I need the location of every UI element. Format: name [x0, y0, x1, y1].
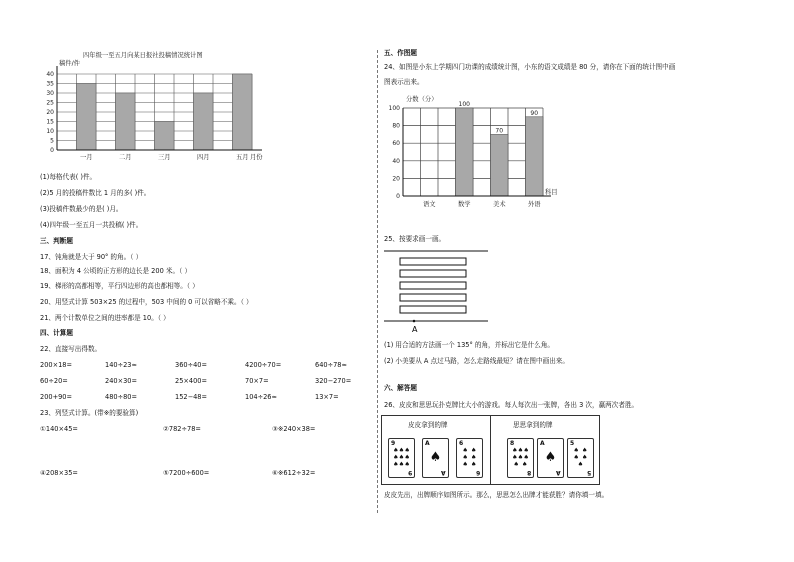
spade-icon: ♠: [429, 450, 442, 465]
card-rank-label: 5: [586, 469, 591, 476]
spade-icon: ♠: [582, 453, 588, 461]
vertical-calc-item: ④208×35=: [40, 469, 78, 477]
section-heading-solve: 六、解答题: [384, 384, 417, 392]
card-rank-label: 6: [475, 469, 480, 476]
chart-title: 四年级一至五月向某日报社投稿情况统计图: [83, 52, 203, 59]
oral-calc-item: 60÷20=: [40, 377, 68, 385]
point-a-dot: [413, 320, 416, 323]
y-tick-label: 100: [388, 105, 400, 112]
question-25-prompt: 25、按要求画一画。: [384, 235, 446, 243]
card-rank-label: A: [425, 440, 430, 447]
oral-calc-item: 4200÷70=: [245, 361, 282, 369]
spade-icon: ♠: [462, 446, 468, 454]
fill-question-2: (2)5 月的投稿件数比 1 月的多( )件。: [40, 189, 151, 197]
spade-icon: ♠: [404, 453, 410, 461]
spade-icon: ♠: [404, 446, 410, 454]
y-axis-label: 稿件/件: [59, 60, 81, 67]
section-heading-drawing: 五、作图题: [384, 49, 417, 57]
bar-value-label: 100: [458, 101, 470, 108]
playing-card-spade-ace: [422, 438, 449, 478]
spade-icon: ♠: [393, 453, 399, 461]
card-rank-label: A: [540, 440, 545, 447]
spade-icon: ♠: [582, 446, 588, 454]
road-drawing-area: [384, 248, 494, 338]
vertical-calc-item: ③※240×38=: [272, 425, 316, 433]
fill-question-4: (4)四年级一至五月一共投稿( )件。: [40, 221, 143, 229]
card-rank-label: 6: [459, 440, 464, 447]
spade-icon: ♠: [462, 461, 468, 469]
spade-icon: ♠: [517, 453, 524, 461]
playing-card-spade-ace: [537, 438, 564, 478]
question-24-line-2: 图表示出来。: [384, 78, 424, 86]
spade-icon: ♠: [512, 446, 518, 454]
crosswalk-stripe: [400, 294, 466, 301]
vertical-calc-item: ②782÷78=: [163, 425, 201, 433]
y-tick-label: 15: [46, 118, 54, 126]
spade-icon: ♠: [512, 453, 518, 461]
spade-icon: ♠: [404, 461, 410, 469]
oral-calc-item: 200×18=: [40, 361, 73, 369]
spade-icon: ♠: [398, 461, 405, 469]
bar: [116, 93, 136, 150]
bar: [194, 93, 214, 150]
sisi-panel-title: 思思拿到的牌: [513, 421, 553, 429]
fill-question-3: (3)投稿件数最少的是( )月。: [40, 205, 123, 213]
x-tick-label: 语文: [422, 201, 436, 208]
bar-chart-subject-scores: [378, 90, 578, 215]
oral-calc-item: 240×30=: [105, 377, 138, 385]
x-tick-label: 美术: [492, 201, 506, 208]
playing-card-spade-9: [388, 438, 415, 478]
x-tick-label: 一月: [79, 154, 93, 161]
y-tick-label: 20: [46, 109, 54, 116]
judge-question-18: 18、面积为 4 公顷的正方形的边长是 200 米。（ ）: [40, 267, 192, 275]
oral-calc-item: 13×7=: [315, 393, 339, 401]
spade-icon: ♠: [523, 453, 529, 461]
judge-question-19: 19、梯形的高都相等，平行四边形的高也都相等。（ ）: [40, 282, 199, 290]
bar: [233, 74, 253, 150]
x-tick-label: 三月: [157, 154, 171, 161]
oral-calc-item: 104÷26≈: [245, 393, 278, 401]
x-tick-label: 四月: [196, 154, 210, 161]
y-tick-label: 35: [46, 80, 54, 88]
bar: [155, 122, 175, 151]
vertical-calc-item: ①140×45=: [40, 425, 78, 433]
playing-card-spade-8: [507, 438, 534, 478]
spade-icon: ♠: [522, 461, 528, 469]
question-22-prompt: 22、直接写出得数。: [40, 345, 102, 353]
oral-calc-item: 360÷40=: [175, 361, 208, 369]
bar: [491, 134, 509, 196]
spade-icon: ♠: [544, 450, 557, 465]
spade-icon: ♠: [523, 446, 529, 454]
oral-calc-item: 140÷23≈: [105, 361, 138, 369]
x-tick-label: 数学: [457, 201, 471, 208]
spade-icon: ♠: [513, 461, 519, 469]
x-tick-label: 二月: [118, 154, 132, 161]
spade-icon: ♠: [471, 446, 477, 454]
x-tick-label: 外语: [527, 201, 541, 208]
question-25-sub-2: (2) 小美要从 A 点过马路，怎么走路线最短？请在图中画出来。: [384, 357, 569, 365]
x-axis-label: 科目: [545, 189, 558, 196]
section-heading-calculation: 四、计算题: [40, 329, 73, 337]
spade-icon: ♠: [517, 446, 524, 454]
card-rank-label: A: [556, 469, 561, 476]
oral-calc-item: 70×7=: [245, 377, 269, 385]
y-tick-label: 80: [392, 122, 400, 130]
card-rank-label: A: [441, 469, 446, 476]
y-tick-label: 5: [50, 137, 54, 145]
bar: [77, 84, 97, 151]
spade-icon: ♠: [471, 461, 477, 469]
spade-icon: ♠: [471, 453, 477, 461]
x-tick-label: 五月: [235, 154, 249, 161]
vertical-calc-item: ⑤7200÷600=: [163, 469, 210, 477]
oral-calc-item: 640÷78≈: [315, 361, 348, 369]
crosswalk-stripe: [400, 258, 466, 265]
playing-card-spade-6: [456, 438, 483, 478]
y-tick-label: 25: [46, 99, 54, 107]
oral-calc-item: 480÷80=: [105, 393, 138, 401]
card-rank-label: 5: [570, 440, 575, 447]
oral-calc-item: 25×400=: [175, 377, 208, 385]
card-rank-label: 8: [526, 469, 531, 476]
spade-icon: ♠: [577, 461, 584, 469]
question-23-prompt: 23、列竖式计算。(带※的要验算): [40, 409, 139, 417]
vertical-calc-item: ⑥※612÷32=: [272, 469, 316, 477]
section-heading-judgment: 三、判断题: [40, 237, 73, 245]
card-rank-label: 8: [510, 440, 515, 447]
question-25-sub-1: (1) 用合适的方法画一个 135° 的角，并标出它是什么角。: [384, 341, 554, 349]
spade-icon: ♠: [393, 446, 399, 454]
y-tick-label: 20: [392, 175, 400, 183]
spade-icon: ♠: [573, 446, 579, 454]
pipi-cards-panel: [381, 415, 491, 485]
point-a-label: A: [412, 325, 418, 334]
crosswalk-stripe: [400, 306, 466, 313]
bar: [456, 108, 474, 196]
bar: [526, 117, 544, 196]
card-rank-label: 9: [407, 469, 412, 476]
spade-icon: ♠: [573, 453, 579, 461]
card-rank-label: 9: [391, 440, 396, 447]
y-tick-label: 10: [46, 128, 54, 135]
y-tick-label: 40: [392, 157, 400, 165]
bar-value-label: 90: [530, 109, 539, 117]
judge-question-21: 21、两个计数单位之间的进率都是 10。（ ）: [40, 314, 170, 322]
oral-calc-item: 200+90=: [40, 393, 73, 401]
crosswalk-stripe: [400, 282, 466, 289]
bar-chart-monthly-submissions: [40, 50, 270, 165]
spade-icon: ♠: [393, 461, 399, 469]
oral-calc-item: 320−270=: [315, 377, 352, 385]
question-24-line-1: 24、如图是小东上学期四门功课的成绩统计图，小东的语文成绩是 80 分，请你在下面的统计图中画: [384, 63, 676, 71]
y-tick-label: 30: [46, 90, 54, 97]
judge-question-20: 20、用竖式计算 503×25 的过程中，503 中间的 0 可以省略不乘。（ ）: [40, 298, 253, 306]
y-tick-label: 60: [392, 140, 400, 148]
judge-question-17: 17、钝角就是大于 90° 的角。（ ）: [40, 253, 143, 261]
bar-value-label: 70: [495, 127, 504, 135]
fill-question-1: (1)每格代表( )件。: [40, 173, 97, 181]
question-26-prompt: 26、皮皮和思思玩扑克牌比大小的游戏。每人每次出一张牌，各出 3 次，赢两次者胜。: [384, 401, 639, 409]
crosswalk-stripe: [400, 270, 466, 277]
y-tick-label: 0: [50, 147, 54, 154]
spade-icon: ♠: [398, 446, 405, 454]
oral-calc-item: 152−48=: [175, 393, 208, 401]
y-tick-label: 0: [396, 193, 400, 200]
spade-icon: ♠: [398, 453, 405, 461]
playing-card-spade-5: [567, 438, 594, 478]
spade-icon: ♠: [462, 453, 468, 461]
y-tick-label: 40: [46, 71, 54, 78]
question-26-instruction: 皮皮先出，出牌顺序如图所示。那么，思思怎么出牌才能获胜？请你填一填。: [384, 491, 609, 499]
sisi-cards-panel: [490, 415, 600, 485]
x-axis-label: 月份: [250, 154, 263, 161]
y-axis-label: 分数（分）: [406, 96, 438, 103]
pipi-panel-title: 皮皮拿到的牌: [408, 421, 448, 429]
